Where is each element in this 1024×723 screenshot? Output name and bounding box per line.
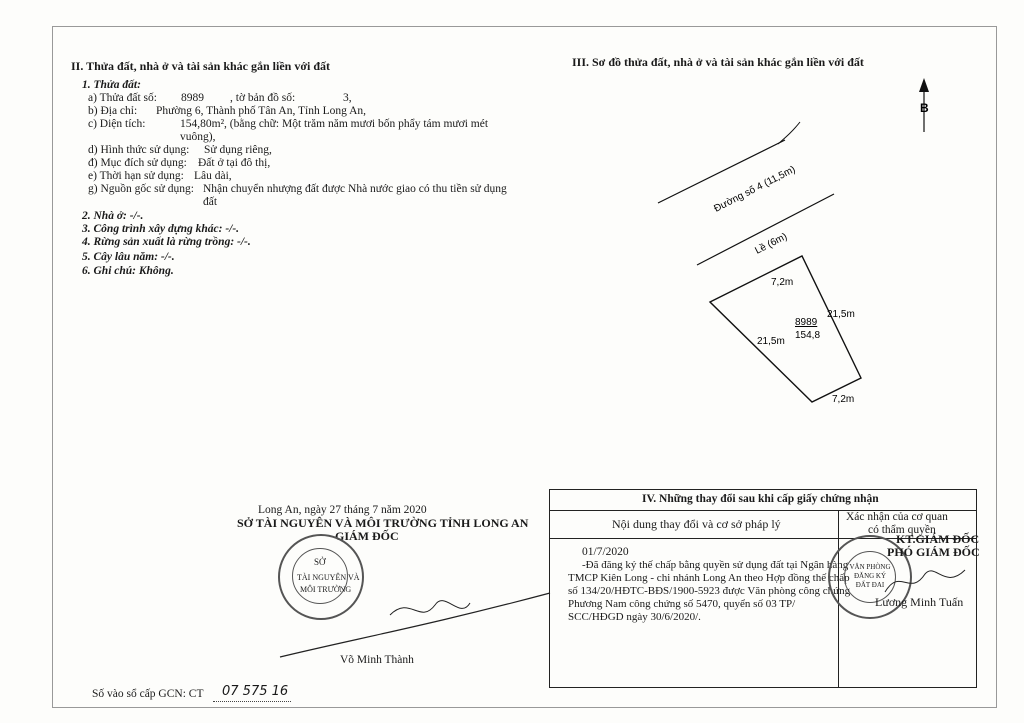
- north-arrow: [919, 78, 929, 132]
- item1-title: 1. Thửa đất:: [82, 79, 141, 91]
- director-title: GIÁM ĐỐC: [335, 529, 399, 543]
- north-label: B: [920, 101, 929, 115]
- confirm-signer-name: Lương Minh Tuấn: [875, 595, 964, 609]
- register-number-label: Số vào sổ cấp GCN: CT: [92, 688, 204, 700]
- address-label: b) Địa chỉ:: [88, 105, 138, 117]
- item2-house: 2. Nhà ở: -/-.: [82, 210, 144, 222]
- change-entry-line3: số 134/20/HĐTC-BĐS/1900-5923 được Văn phòng công chứng: [568, 585, 851, 597]
- dim-left-label: 21,5m: [757, 336, 785, 347]
- item4-forest: 4. Rừng sản xuất là rừng trồng: -/-.: [82, 236, 251, 248]
- changes-col2-header-line1: Xác nhận của cơ quan: [846, 511, 948, 523]
- dim-top-label: 7,2m: [771, 277, 794, 288]
- parcel-number-mark: 8989: [795, 317, 818, 328]
- seal-text-mid: TÀI NGUYÊN VÀ: [297, 573, 360, 582]
- area-value-line1: 154,80m², (bằng chữ: Một trăm năm mươi bốn phẩy tám mươi mét: [180, 118, 489, 130]
- seal2-text: VĂN PHÒNG ĐĂNG KÝ ĐẤT ĐAI: [849, 563, 891, 589]
- parcel-number-label: a) Thửa đất số:: [88, 92, 157, 104]
- director-signature: [270, 585, 560, 665]
- section-iii-title: III. Sơ đồ thửa đất, nhà ở và tài sản khác gắn liền với đất: [572, 55, 864, 69]
- usage-form-label: d) Hình thức sử dụng:: [88, 144, 190, 156]
- sidewalk-label: Lề (6m): [753, 231, 790, 257]
- changes-col2-header-line2: có thẩm quyền: [868, 524, 936, 536]
- change-entry-date: 01/7/2020: [582, 546, 629, 558]
- changes-col1-header: Nội dung thay đổi và cơ sở pháp lý: [612, 517, 781, 531]
- register-number-value: 07 575 16: [222, 684, 289, 699]
- area-value-line2: vuông),: [180, 131, 216, 143]
- confirm-title-line2: PHÓ GIÁM ĐỐC: [887, 545, 980, 559]
- change-entry-line4: Phương Nam công chứng số 5470, quyển số 03 TP/: [568, 598, 796, 610]
- usage-form-value: Sử dụng riêng,: [204, 144, 272, 156]
- dim-right-label: 21,5m: [827, 309, 855, 320]
- road-edge-top: [658, 140, 785, 203]
- seal-text-top: SỞ: [314, 557, 326, 567]
- road-curve: [778, 122, 800, 144]
- map-sheet-label: , tờ bản đồ số:: [230, 92, 296, 104]
- usage-origin-line2: đất: [203, 196, 218, 208]
- map-sheet-value: 3,: [343, 92, 352, 104]
- director-name: Võ Minh Thành: [340, 654, 414, 666]
- change-entry-line1: -Đã đăng ký thế chấp bằng quyền sử dụng đất tại Ngân hàng: [582, 559, 849, 571]
- change-entry-line2: TMCP Kiên Long - chi nhánh Long An theo Hợp đồng thế chấp: [568, 572, 850, 584]
- usage-origin-label: g) Nguồn gốc sử dụng:: [88, 183, 194, 195]
- item6-note: 6. Ghi chú: Không.: [82, 265, 174, 277]
- seal-text-bot: MÔI TRƯỜNG: [300, 585, 352, 594]
- register-dotted-line: [213, 701, 291, 702]
- usage-origin-line1: Nhận chuyển nhượng đất được Nhà nước giao có thu tiền sử dụng: [203, 183, 507, 195]
- changes-title: IV. Những thay đổi sau khi cấp giấy chứng nhận: [642, 493, 879, 505]
- usage-purpose-label: đ) Mục đích sử dụng:: [88, 157, 187, 169]
- usage-term-label: e) Thời hạn sử dụng:: [88, 170, 184, 182]
- usage-purpose-value: Đất ở tại đô thị,: [198, 157, 271, 169]
- site-plan: [640, 72, 960, 412]
- changes-title-row: [550, 490, 976, 511]
- address-value: Phường 6, Thành phố Tân An, Tỉnh Long An,: [156, 105, 367, 117]
- area-label: c) Diện tích:: [88, 118, 146, 130]
- issue-date: Long An, ngày 27 tháng 7 năm 2020: [258, 504, 427, 516]
- parcel-area-mark: 154,8: [795, 330, 821, 341]
- item3-construction: 3. Công trình xây dựng khác: -/-.: [82, 223, 240, 235]
- change-entry-line5: SCC/HĐGD ngày 30/6/2020/.: [568, 611, 701, 623]
- section-ii-title: II. Thửa đất, nhà ở và tài sản khác gắn liền với đất: [71, 59, 331, 73]
- road-label: Đường số 4 (11,5m): [712, 164, 798, 215]
- item5-perennial: 5. Cây lâu năm: -/-.: [82, 251, 175, 263]
- confirm-title-line1: KT.GIÁM ĐỐC: [896, 532, 980, 546]
- parcel-number-value: 8989: [181, 92, 204, 104]
- changes-table: [549, 489, 980, 688]
- usage-term-value: Lâu dài,: [194, 170, 232, 182]
- dim-bottom-label: 7,2m: [832, 394, 855, 405]
- issuing-authority: SỞ TÀI NGUYÊN VÀ MÔI TRƯỜNG TỈNH LONG AN: [237, 516, 529, 530]
